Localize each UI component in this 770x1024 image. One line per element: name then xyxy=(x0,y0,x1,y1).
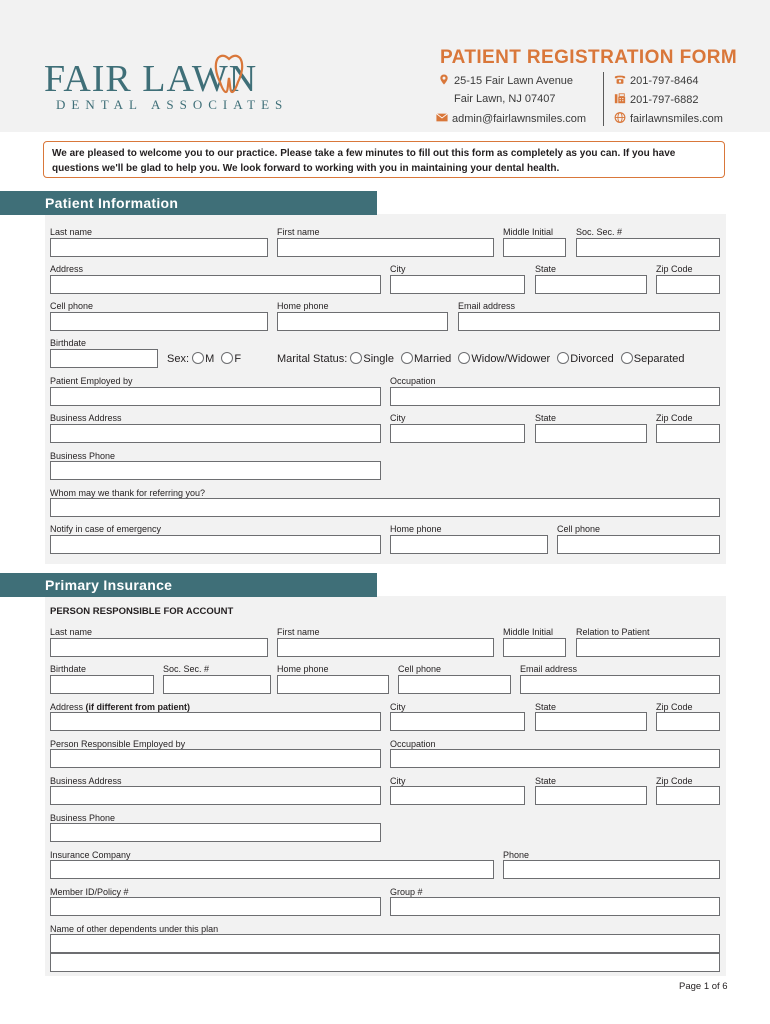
occupation-label: Occupation xyxy=(390,376,436,386)
email-label: Email address xyxy=(458,301,516,311)
soc-sec-label: Soc. Sec. # xyxy=(576,227,623,237)
sex-m-radio[interactable] xyxy=(192,352,204,364)
ins-business-address-field[interactable] xyxy=(50,786,381,805)
ins-home-phone-field[interactable] xyxy=(277,675,389,694)
ins-occupation-label: Occupation xyxy=(390,739,436,749)
ins-middle-initial-label: Middle Initial xyxy=(503,627,554,637)
ins-business-state-label: State xyxy=(535,776,557,786)
employed-by-label: Patient Employed by xyxy=(50,376,133,386)
ins-middle-initial-field[interactable] xyxy=(503,638,566,657)
ins-business-city-label: City xyxy=(390,776,406,786)
ins-cell-phone-label: Cell phone xyxy=(398,664,442,674)
marital-separated-radio[interactable] xyxy=(621,352,633,364)
ins-birthdate-label: Birthdate xyxy=(50,664,87,674)
relation-label: Relation to Patient xyxy=(576,627,650,637)
soc-sec-field[interactable] xyxy=(576,238,720,257)
ins-employed-by-field[interactable] xyxy=(50,749,381,768)
form-title: PATIENT REGISTRATION FORM xyxy=(440,47,738,68)
email-contact-text[interactable]: admin@fairlawnsmiles.com xyxy=(452,113,587,125)
business-address-label: Business Address xyxy=(50,413,122,423)
sex-m-label: M xyxy=(205,353,215,365)
location-pin-icon xyxy=(438,74,450,85)
ins-cell-phone-field[interactable] xyxy=(398,675,511,694)
middle-initial-label: Middle Initial xyxy=(503,227,554,237)
ins-city-label: City xyxy=(390,702,406,712)
ins-soc-sec-label: Soc. Sec. # xyxy=(163,664,210,674)
ins-state-label: State xyxy=(535,702,557,712)
marital-single-label: Single xyxy=(363,353,394,365)
marital-separated-label: Separated xyxy=(633,353,685,365)
ins-home-phone-label: Home phone xyxy=(277,664,329,674)
ins-last-name-field[interactable] xyxy=(50,638,268,657)
insurance-company-label: Insurance Company xyxy=(50,850,131,860)
ins-business-address-label: Business Address xyxy=(50,776,122,786)
ins-business-city-field[interactable] xyxy=(390,786,525,805)
fax-icon xyxy=(614,93,626,104)
sex-label: Sex: xyxy=(167,353,190,365)
ins-address-label xyxy=(50,702,190,712)
ins-business-phone-label: Business Phone xyxy=(50,813,116,823)
address-field[interactable] xyxy=(50,275,381,294)
dependents-label: Name of other dependents under this plan xyxy=(50,924,219,934)
contact-divider xyxy=(603,72,604,126)
dependents-field-2[interactable] xyxy=(50,953,720,972)
ins-business-zip-label: Zip Code xyxy=(656,776,693,786)
dependents-field-1[interactable] xyxy=(50,934,720,953)
marital-divorced-label: Divorced xyxy=(570,353,614,365)
marital-single-radio[interactable] xyxy=(350,352,362,364)
member-id-field[interactable] xyxy=(50,897,381,916)
business-phone-label: Business Phone xyxy=(50,451,116,461)
emergency-home-phone-field[interactable] xyxy=(390,535,548,554)
insurance-phone-label: Phone xyxy=(503,850,530,860)
welcome-message: We are pleased to welcome you to our practice. Please take a few minutes to fill out this form as completely as you can. If you have questions we'll be glad to help you. We look forward to working with you in maintaining your dental health. xyxy=(43,141,725,178)
envelope-icon xyxy=(436,112,448,123)
city-label: City xyxy=(390,264,406,274)
group-number-label: Group # xyxy=(390,887,423,897)
zip-label: Zip Code xyxy=(656,264,693,274)
phone-contact[interactable] xyxy=(614,74,699,87)
emergency-contact-field[interactable] xyxy=(50,535,381,554)
ins-first-name-field[interactable] xyxy=(277,638,494,657)
fax-contact-text: 201-797-6882 xyxy=(630,94,699,106)
home-phone-field[interactable] xyxy=(277,312,448,331)
globe-icon xyxy=(614,112,626,123)
business-city-label: City xyxy=(390,413,406,423)
state-field[interactable] xyxy=(535,275,647,294)
business-address-field[interactable] xyxy=(50,424,381,443)
emergency-home-phone-label: Home phone xyxy=(390,524,442,534)
home-phone-label: Home phone xyxy=(277,301,329,311)
ins-business-zip-field[interactable] xyxy=(656,786,720,805)
emergency-contact-label: Notify in case of emergency xyxy=(50,524,162,534)
marital-married-label: Married xyxy=(414,353,452,365)
marital-widow-label: Widow/Widower xyxy=(471,353,551,365)
referred-by-field[interactable] xyxy=(50,498,720,517)
zip-field[interactable] xyxy=(656,275,720,294)
sex-f-label: F xyxy=(234,353,242,365)
website-contact-text[interactable]: fairlawnsmiles.com xyxy=(630,113,723,125)
last-name-field[interactable] xyxy=(50,238,268,257)
member-id-label: Member ID/Policy # xyxy=(50,887,129,897)
first-name-field[interactable] xyxy=(277,238,494,257)
ins-soc-sec-field[interactable] xyxy=(163,675,271,694)
sex-f-radio[interactable] xyxy=(221,352,233,364)
city-field[interactable] xyxy=(390,275,525,294)
ins-address-label-text: Address xyxy=(50,702,84,712)
ins-address-field[interactable] xyxy=(50,712,381,731)
business-phone-field[interactable] xyxy=(50,461,381,480)
marital-divorced-radio[interactable] xyxy=(557,352,569,364)
marital-married-radio[interactable] xyxy=(401,352,413,364)
group-number-field[interactable] xyxy=(390,897,720,916)
business-city-field[interactable] xyxy=(390,424,525,443)
ins-email-label: Email address xyxy=(520,664,578,674)
business-state-field[interactable] xyxy=(535,424,647,443)
email-field[interactable] xyxy=(458,312,720,331)
ins-business-phone-field[interactable] xyxy=(50,823,381,842)
ins-zip-label: Zip Code xyxy=(656,702,693,712)
logo-subtitle: DENTAL ASSOCIATES xyxy=(56,97,289,112)
first-name-label: First name xyxy=(277,227,320,237)
sex-group xyxy=(167,352,245,366)
insurance-phone-field[interactable] xyxy=(503,860,720,879)
patient-info-heading: Patient Information xyxy=(0,191,377,215)
last-name-label: Last name xyxy=(50,227,93,237)
ins-business-state-field[interactable] xyxy=(535,786,647,805)
ins-last-name-label: Last name xyxy=(50,627,93,637)
birthdate-field[interactable] xyxy=(50,349,158,368)
address-line-2: Fair Lawn, NJ 07407 xyxy=(454,93,556,105)
cell-phone-label: Cell phone xyxy=(50,301,94,311)
employed-by-field[interactable] xyxy=(50,387,381,406)
email-contact[interactable] xyxy=(436,112,586,125)
ins-birthdate-field[interactable] xyxy=(50,675,154,694)
business-zip-field[interactable] xyxy=(656,424,720,443)
fax-contact xyxy=(614,93,699,106)
referred-by-label: Whom may we thank for referring you? xyxy=(50,488,206,498)
phone-contact-text[interactable]: 201-797-8464 xyxy=(630,75,699,87)
marital-status-group xyxy=(277,352,685,366)
birthdate-label: Birthdate xyxy=(50,338,87,348)
logo-name: FAIR LAWN xyxy=(44,58,258,100)
ins-occupation-field[interactable] xyxy=(390,749,720,768)
marital-widow-radio[interactable] xyxy=(458,352,470,364)
address-line-1-text: 25-15 Fair Lawn Avenue xyxy=(454,75,574,87)
tooth-logo-icon xyxy=(212,52,246,94)
emergency-cell-phone-field[interactable] xyxy=(557,535,720,554)
ins-city-field[interactable] xyxy=(390,712,525,731)
address-line-1 xyxy=(438,74,573,87)
business-zip-label: Zip Code xyxy=(656,413,693,423)
responsible-party-heading: PERSON RESPONSIBLE FOR ACCOUNT xyxy=(50,606,234,617)
telephone-icon xyxy=(614,74,626,85)
relation-field[interactable] xyxy=(576,638,720,657)
middle-initial-field[interactable] xyxy=(503,238,566,257)
website-contact[interactable] xyxy=(614,112,723,125)
ins-employed-by-label: Person Responsible Employed by xyxy=(50,739,186,749)
page-number: Page 1 of 6 xyxy=(679,981,728,992)
ins-email-field[interactable] xyxy=(520,675,720,694)
address-label: Address xyxy=(50,264,84,274)
emergency-cell-phone-label: Cell phone xyxy=(557,524,601,534)
ins-first-name-label: First name xyxy=(277,627,320,637)
marital-status-label: Marital Status: xyxy=(277,353,348,365)
insurance-company-field[interactable] xyxy=(50,860,494,879)
ins-address-note: (if different from patient) xyxy=(85,702,191,712)
cell-phone-field[interactable] xyxy=(50,312,268,331)
business-state-label: State xyxy=(535,413,557,423)
occupation-field[interactable] xyxy=(390,387,720,406)
primary-insurance-heading: Primary Insurance xyxy=(0,573,377,597)
ins-zip-field[interactable] xyxy=(656,712,720,731)
ins-state-field[interactable] xyxy=(535,712,647,731)
state-label: State xyxy=(535,264,557,274)
